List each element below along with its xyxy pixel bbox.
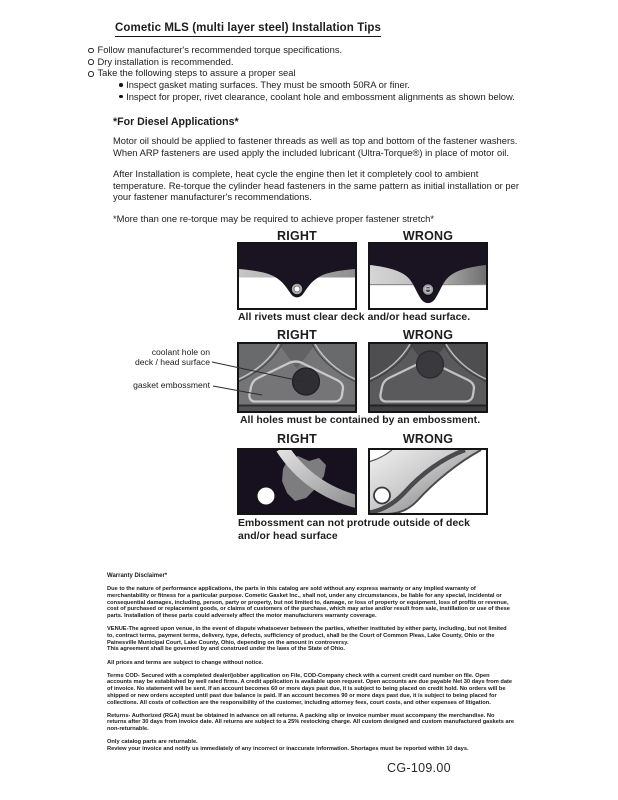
bolt-hole-icon [258, 488, 275, 505]
list-item-text: Follow manufacturer's recommended torque specifications. [97, 44, 343, 55]
right-label: RIGHT [277, 328, 317, 342]
warranty-heading: Warranty Disclaimer* [107, 573, 168, 579]
warranty-paragraph: Terms COD- Secured with a completed dealer/jobber application on File, COD-Company check with a current credit card number on file. Open accounts may be established by well rated firms. A credit application is available upon request. Open accounts are due payable Net 30 days from date of invoice. No statement will be sent. If an account becomes 60 or more days past due, it is subject to being placed on credit hold. No orders will be shipped or new orders accepted until past due balance is paid. If an account becomes 90 or more days past due, it is subject to being placed for collections. All costs of collection are the responsibility of the customer, including attorney fees, court costs, and other expenses of litigation. [107, 672, 513, 706]
list-item [88, 67, 533, 79]
warranty-paragraph: VENUE-The agreed upon venue, in the event of dispute whatsoever between the parties, whether instituted by either party, including, but not limited to, contract terms, payment terms, delivery, type, defects, sufficiency of product, shall be the Court of Common Pleas, Lake County, Ohio or the Painesville Municipal Court, Lake County, Ohio, depending on the amount in controversy. [107, 626, 507, 646]
installation-tips-list [88, 44, 533, 103]
leader-lines [140, 344, 310, 404]
figure-caption: All rivets must clear deck and/or head surface. [238, 312, 471, 323]
open-bullet-icon [88, 48, 94, 54]
list-item-text: Inspect gasket mating surfaces. They must be smooth 50RA or finer. [126, 79, 410, 91]
page-title: Cometic MLS (multi layer steel) Installation Tips [115, 22, 381, 37]
filled-bullet-icon [119, 83, 123, 87]
warranty-paragraph: All prices and terms are subject to change without notice. [107, 659, 264, 666]
rivet-right-diagram [237, 242, 357, 310]
warranty-paragraph: Review your invoice and notify us immediately of any incorrect or inaccurate information. Shortages must be reported within 10 days. [107, 746, 469, 753]
list-item [88, 91, 533, 103]
protrusion-right-diagram [237, 448, 357, 515]
wrong-label: WRONG [402, 229, 454, 243]
wrong-label: WRONG [402, 328, 454, 342]
warranty-paragraph: This agreement shall be governed by and construed under the laws of the State of Ohio. [107, 646, 345, 653]
warranty-paragraph: Returns- Authorized (RGA) must be obtained in advance on all returns. A packing slip or invoice number must accompany the merchandise. No returns after 30 days from invoice date. All returns are subject to a 25% restocking charge. All custom designed and custom manufactured gaskets are non-returnable. [107, 712, 514, 733]
paragraph: Motor oil should be applied to fastener threads as well as top and bottom of the fastener washers. When ARP fasteners are used apply the included lubricant (Ultra-Torque®) in place of motor oil. [113, 134, 518, 158]
warranty-disclaimer-section [107, 573, 515, 759]
open-bullet-icon [88, 59, 94, 65]
list-item-text: Inspect for proper, rivet clearance, coolant hole and embossment alignments as shown below. [126, 90, 515, 102]
list-item-text: Take the following steps to assure a proper seal [97, 67, 296, 79]
warranty-paragraph: Only catalog parts are returnable. [107, 739, 198, 746]
open-bullet-icon [88, 71, 94, 77]
coolant-hole-label: coolant hole on deck / head surface [134, 347, 210, 368]
list-item [88, 79, 533, 91]
rivet-wrong-diagram [368, 242, 488, 310]
right-label: RIGHT [277, 432, 317, 446]
figure-caption: All holes must be contained by an embossment. [240, 415, 481, 426]
bolt-hole-icon [374, 488, 390, 504]
protrusion-wrong-diagram [368, 448, 488, 515]
paragraph: After Installation is complete, heat cycle the engine then let it completely cool to ambient temperature. Re-torque the cylinder head fasteners in the same pattern as initial installation or per your fastener manufacturer's recommendations. [113, 167, 519, 203]
figure-caption: Embossment can not protrude outside of deck and/or head surface [238, 518, 470, 542]
gasket-embossment-label: gasket embossment [133, 380, 210, 390]
list-item [88, 56, 533, 68]
list-item-text: Dry installation is recommended. [97, 55, 234, 67]
retorque-note: *More than one re-torque may be required to achieve proper fastener stretch* [113, 212, 435, 224]
list-item [88, 44, 533, 56]
right-label: RIGHT [277, 229, 317, 243]
diesel-applications-section [113, 117, 529, 234]
section-heading: *For Diesel Applications* [113, 116, 239, 128]
embossment-wrong-diagram [368, 342, 488, 413]
warranty-paragraph: Due to the nature of performance applications, the parts in this catalog are sold without any express warranty or any implied warranty of merchantability or fitness for a particular purpose. Cometic Gasket Inc., shall not, under any circumstances, be liable for any special, incidental or consequential damages, including, person, party or property, but not limited to, damage, or loss of property or equipment, loss of profits or revenue, cost of purchased or replacement goods, or claims of customers of the purchase, which may arise and/or result from sale, instillation or use of these parts. Installation of these parts could adversely affect the motor manufacturers warranty coverage. [107, 586, 510, 620]
filled-bullet-icon [119, 95, 123, 99]
page-number: CG-109.00 [387, 761, 451, 775]
wrong-label: WRONG [402, 432, 454, 446]
coolant-hole-icon [417, 351, 444, 378]
